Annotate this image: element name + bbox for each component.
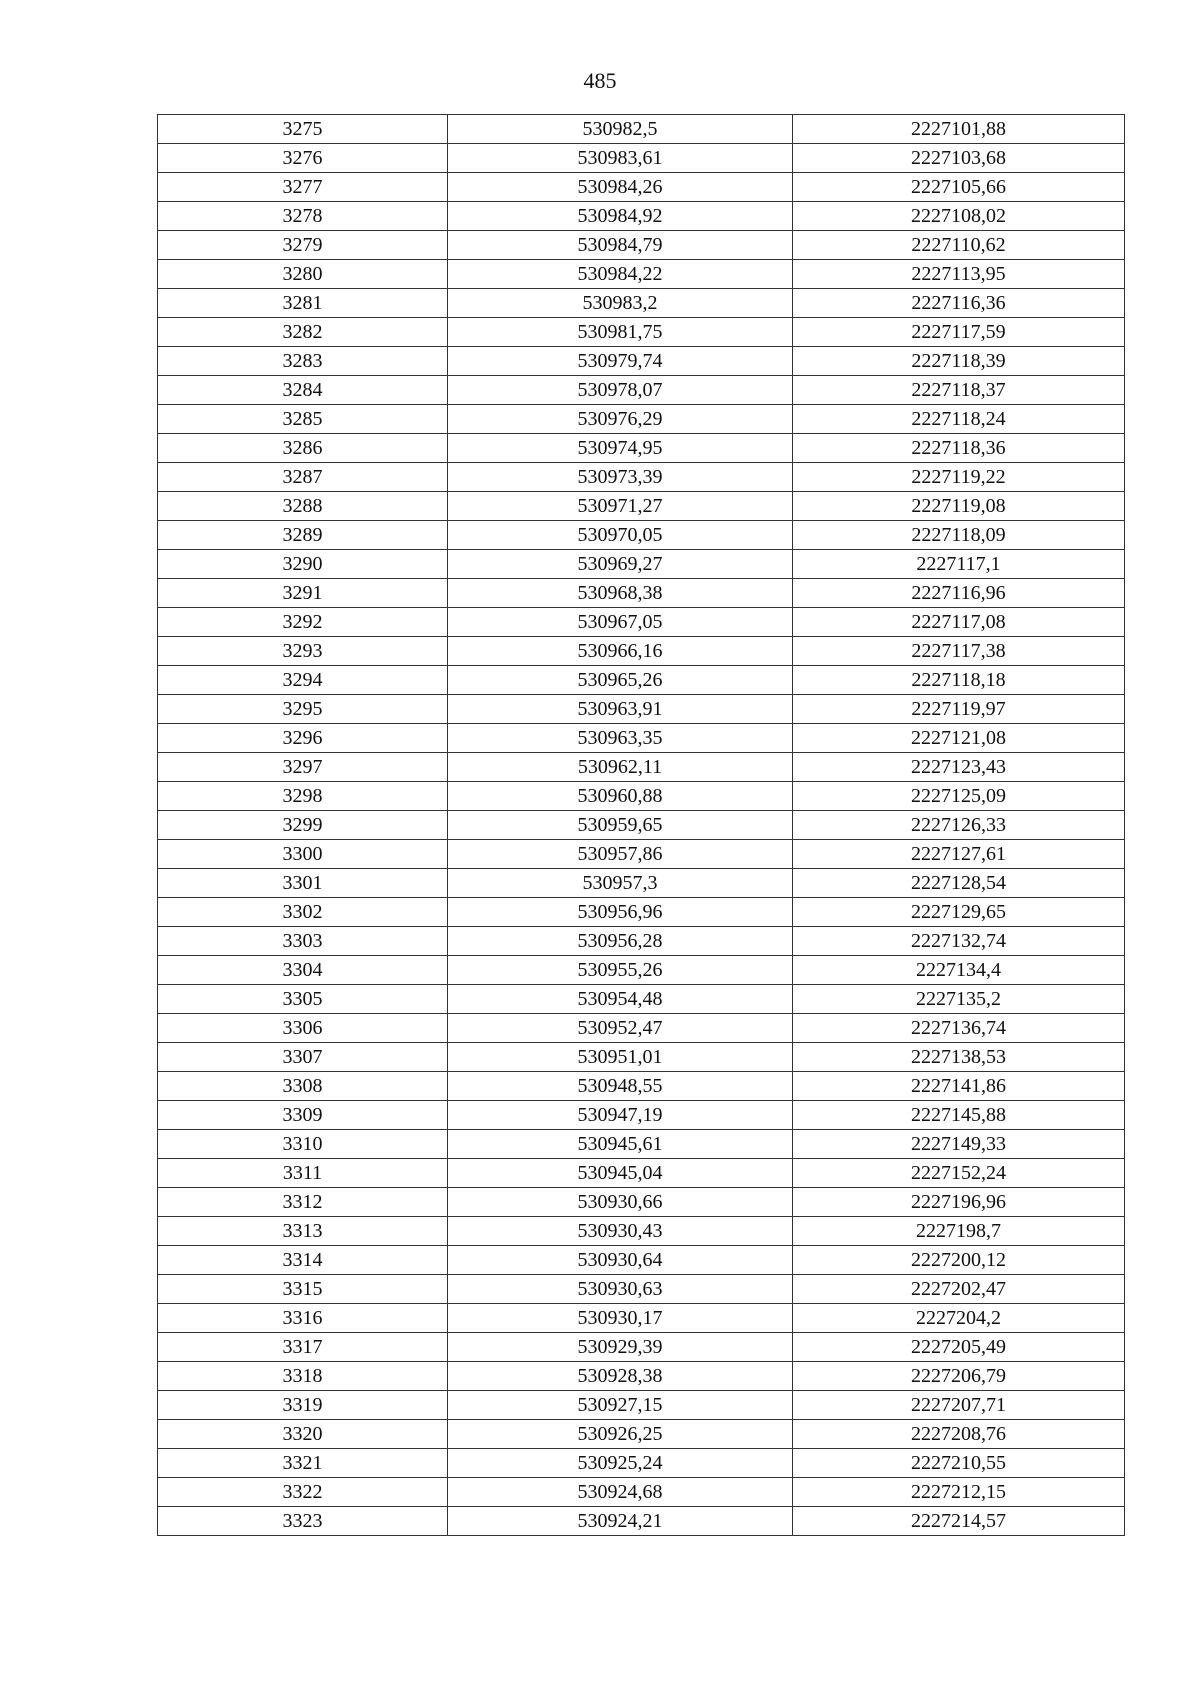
y-coordinate-cell: 2227118,09 xyxy=(793,521,1125,550)
y-coordinate-cell: 2227135,2 xyxy=(793,985,1125,1014)
x-coordinate-cell: 530963,35 xyxy=(448,724,793,753)
x-coordinate-cell: 530960,88 xyxy=(448,782,793,811)
y-coordinate-cell: 2227110,62 xyxy=(793,231,1125,260)
y-coordinate-cell: 2227125,09 xyxy=(793,782,1125,811)
x-coordinate-cell: 530930,63 xyxy=(448,1275,793,1304)
y-coordinate-cell: 2227196,96 xyxy=(793,1188,1125,1217)
y-coordinate-cell: 2227119,22 xyxy=(793,463,1125,492)
table-row xyxy=(158,1275,1125,1304)
y-coordinate-cell: 2227118,24 xyxy=(793,405,1125,434)
point-number-cell: 3281 xyxy=(158,289,448,318)
x-coordinate-cell: 530976,29 xyxy=(448,405,793,434)
y-coordinate-cell: 2227138,53 xyxy=(793,1043,1125,1072)
point-number-cell: 3315 xyxy=(158,1275,448,1304)
x-coordinate-cell: 530945,61 xyxy=(448,1130,793,1159)
table-row xyxy=(158,347,1125,376)
point-number-cell: 3312 xyxy=(158,1188,448,1217)
table-row xyxy=(158,202,1125,231)
point-number-cell: 3301 xyxy=(158,869,448,898)
y-coordinate-cell: 2227117,08 xyxy=(793,608,1125,637)
x-coordinate-cell: 530984,22 xyxy=(448,260,793,289)
table-row xyxy=(158,1246,1125,1275)
y-coordinate-cell: 2227116,96 xyxy=(793,579,1125,608)
x-coordinate-cell: 530965,26 xyxy=(448,666,793,695)
y-coordinate-cell: 2227205,49 xyxy=(793,1333,1125,1362)
point-number-cell: 3288 xyxy=(158,492,448,521)
point-number-cell: 3297 xyxy=(158,753,448,782)
point-number-cell: 3295 xyxy=(158,695,448,724)
y-coordinate-cell: 2227118,37 xyxy=(793,376,1125,405)
x-coordinate-cell: 530945,04 xyxy=(448,1159,793,1188)
point-number-cell: 3318 xyxy=(158,1362,448,1391)
point-number-cell: 3294 xyxy=(158,666,448,695)
x-coordinate-cell: 530966,16 xyxy=(448,637,793,666)
point-number-cell: 3321 xyxy=(158,1449,448,1478)
y-coordinate-cell: 2227210,55 xyxy=(793,1449,1125,1478)
y-coordinate-cell: 2227103,68 xyxy=(793,144,1125,173)
x-coordinate-cell: 530984,92 xyxy=(448,202,793,231)
x-coordinate-cell: 530983,2 xyxy=(448,289,793,318)
x-coordinate-cell: 530930,43 xyxy=(448,1217,793,1246)
point-number-cell: 3279 xyxy=(158,231,448,260)
x-coordinate-cell: 530973,39 xyxy=(448,463,793,492)
table-row xyxy=(158,1362,1125,1391)
table-row xyxy=(158,115,1125,144)
x-coordinate-cell: 530952,47 xyxy=(448,1014,793,1043)
point-number-cell: 3293 xyxy=(158,637,448,666)
table-row xyxy=(158,898,1125,927)
point-number-cell: 3311 xyxy=(158,1159,448,1188)
y-coordinate-cell: 2227136,74 xyxy=(793,1014,1125,1043)
y-coordinate-cell: 2227123,43 xyxy=(793,753,1125,782)
table-row xyxy=(158,376,1125,405)
x-coordinate-cell: 530957,86 xyxy=(448,840,793,869)
x-coordinate-cell: 530969,27 xyxy=(448,550,793,579)
table-row xyxy=(158,1014,1125,1043)
table-row xyxy=(158,260,1125,289)
point-number-cell: 3290 xyxy=(158,550,448,579)
y-coordinate-cell: 2227212,15 xyxy=(793,1478,1125,1507)
y-coordinate-cell: 2227132,74 xyxy=(793,927,1125,956)
table-body xyxy=(158,115,1125,1536)
y-coordinate-cell: 2227119,08 xyxy=(793,492,1125,521)
point-number-cell: 3291 xyxy=(158,579,448,608)
x-coordinate-cell: 530951,01 xyxy=(448,1043,793,1072)
point-number-cell: 3282 xyxy=(158,318,448,347)
table-row xyxy=(158,869,1125,898)
table-row xyxy=(158,173,1125,202)
point-number-cell: 3287 xyxy=(158,463,448,492)
y-coordinate-cell: 2227117,38 xyxy=(793,637,1125,666)
point-number-cell: 3283 xyxy=(158,347,448,376)
table-row xyxy=(158,434,1125,463)
x-coordinate-cell: 530982,5 xyxy=(448,115,793,144)
y-coordinate-cell: 2227119,97 xyxy=(793,695,1125,724)
x-coordinate-cell: 530978,07 xyxy=(448,376,793,405)
point-number-cell: 3292 xyxy=(158,608,448,637)
table-row xyxy=(158,840,1125,869)
table-row xyxy=(158,550,1125,579)
point-number-cell: 3309 xyxy=(158,1101,448,1130)
table-row xyxy=(158,231,1125,260)
point-number-cell: 3278 xyxy=(158,202,448,231)
point-number-cell: 3296 xyxy=(158,724,448,753)
point-number-cell: 3303 xyxy=(158,927,448,956)
table-row xyxy=(158,579,1125,608)
x-coordinate-cell: 530984,26 xyxy=(448,173,793,202)
table-row xyxy=(158,1072,1125,1101)
point-number-cell: 3280 xyxy=(158,260,448,289)
x-coordinate-cell: 530930,64 xyxy=(448,1246,793,1275)
point-number-cell: 3300 xyxy=(158,840,448,869)
point-number-cell: 3277 xyxy=(158,173,448,202)
x-coordinate-cell: 530959,65 xyxy=(448,811,793,840)
x-coordinate-cell: 530963,91 xyxy=(448,695,793,724)
coordinates-table xyxy=(157,114,1125,1536)
x-coordinate-cell: 530948,55 xyxy=(448,1072,793,1101)
table-row xyxy=(158,1304,1125,1333)
y-coordinate-cell: 2227145,88 xyxy=(793,1101,1125,1130)
x-coordinate-cell: 530955,26 xyxy=(448,956,793,985)
y-coordinate-cell: 2227208,76 xyxy=(793,1420,1125,1449)
point-number-cell: 3285 xyxy=(158,405,448,434)
point-number-cell: 3289 xyxy=(158,521,448,550)
point-number-cell: 3298 xyxy=(158,782,448,811)
point-number-cell: 3313 xyxy=(158,1217,448,1246)
table-row xyxy=(158,1391,1125,1420)
x-coordinate-cell: 530984,79 xyxy=(448,231,793,260)
point-number-cell: 3323 xyxy=(158,1507,448,1536)
x-coordinate-cell: 530928,38 xyxy=(448,1362,793,1391)
y-coordinate-cell: 2227117,59 xyxy=(793,318,1125,347)
table-row xyxy=(158,1478,1125,1507)
point-number-cell: 3314 xyxy=(158,1246,448,1275)
y-coordinate-cell: 2227207,71 xyxy=(793,1391,1125,1420)
x-coordinate-cell: 530954,48 xyxy=(448,985,793,1014)
point-number-cell: 3284 xyxy=(158,376,448,405)
x-coordinate-cell: 530924,21 xyxy=(448,1507,793,1536)
table-row xyxy=(158,927,1125,956)
y-coordinate-cell: 2227117,1 xyxy=(793,550,1125,579)
table-row xyxy=(158,811,1125,840)
x-coordinate-cell: 530947,19 xyxy=(448,1101,793,1130)
table-row xyxy=(158,318,1125,347)
y-coordinate-cell: 2227105,66 xyxy=(793,173,1125,202)
table-row xyxy=(158,521,1125,550)
table-row xyxy=(158,608,1125,637)
x-coordinate-cell: 530979,74 xyxy=(448,347,793,376)
point-number-cell: 3305 xyxy=(158,985,448,1014)
x-coordinate-cell: 530956,96 xyxy=(448,898,793,927)
point-number-cell: 3276 xyxy=(158,144,448,173)
y-coordinate-cell: 2227206,79 xyxy=(793,1362,1125,1391)
point-number-cell: 3316 xyxy=(158,1304,448,1333)
x-coordinate-cell: 530971,27 xyxy=(448,492,793,521)
y-coordinate-cell: 2227127,61 xyxy=(793,840,1125,869)
x-coordinate-cell: 530924,68 xyxy=(448,1478,793,1507)
y-coordinate-cell: 2227198,7 xyxy=(793,1217,1125,1246)
y-coordinate-cell: 2227118,36 xyxy=(793,434,1125,463)
point-number-cell: 3310 xyxy=(158,1130,448,1159)
y-coordinate-cell: 2227152,24 xyxy=(793,1159,1125,1188)
y-coordinate-cell: 2227108,02 xyxy=(793,202,1125,231)
y-coordinate-cell: 2227121,08 xyxy=(793,724,1125,753)
table-row xyxy=(158,144,1125,173)
y-coordinate-cell: 2227141,86 xyxy=(793,1072,1125,1101)
x-coordinate-cell: 530926,25 xyxy=(448,1420,793,1449)
table-row xyxy=(158,1449,1125,1478)
point-number-cell: 3299 xyxy=(158,811,448,840)
x-coordinate-cell: 530925,24 xyxy=(448,1449,793,1478)
y-coordinate-cell: 2227214,57 xyxy=(793,1507,1125,1536)
x-coordinate-cell: 530930,66 xyxy=(448,1188,793,1217)
y-coordinate-cell: 2227128,54 xyxy=(793,869,1125,898)
table-row xyxy=(158,492,1125,521)
table-row xyxy=(158,985,1125,1014)
point-number-cell: 3308 xyxy=(158,1072,448,1101)
y-coordinate-cell: 2227118,39 xyxy=(793,347,1125,376)
table-row xyxy=(158,1507,1125,1536)
y-coordinate-cell: 2227134,4 xyxy=(793,956,1125,985)
y-coordinate-cell: 2227202,47 xyxy=(793,1275,1125,1304)
y-coordinate-cell: 2227204,2 xyxy=(793,1304,1125,1333)
table-row xyxy=(158,753,1125,782)
y-coordinate-cell: 2227129,65 xyxy=(793,898,1125,927)
x-coordinate-cell: 530927,15 xyxy=(448,1391,793,1420)
table-row xyxy=(158,1188,1125,1217)
point-number-cell: 3320 xyxy=(158,1420,448,1449)
y-coordinate-cell: 2227101,88 xyxy=(793,115,1125,144)
x-coordinate-cell: 530956,28 xyxy=(448,927,793,956)
table-row xyxy=(158,1159,1125,1188)
table-row xyxy=(158,1043,1125,1072)
table-row xyxy=(158,1420,1125,1449)
point-number-cell: 3317 xyxy=(158,1333,448,1362)
table-row xyxy=(158,405,1125,434)
y-coordinate-cell: 2227113,95 xyxy=(793,260,1125,289)
point-number-cell: 3306 xyxy=(158,1014,448,1043)
point-number-cell: 3302 xyxy=(158,898,448,927)
x-coordinate-cell: 530981,75 xyxy=(448,318,793,347)
x-coordinate-cell: 530968,38 xyxy=(448,579,793,608)
x-coordinate-cell: 530957,3 xyxy=(448,869,793,898)
table-row xyxy=(158,1130,1125,1159)
table-row xyxy=(158,1217,1125,1246)
x-coordinate-cell: 530970,05 xyxy=(448,521,793,550)
y-coordinate-cell: 2227126,33 xyxy=(793,811,1125,840)
table-row xyxy=(158,1101,1125,1130)
point-number-cell: 3307 xyxy=(158,1043,448,1072)
table-row xyxy=(158,695,1125,724)
y-coordinate-cell: 2227116,36 xyxy=(793,289,1125,318)
point-number-cell: 3286 xyxy=(158,434,448,463)
x-coordinate-cell: 530983,61 xyxy=(448,144,793,173)
table-row xyxy=(158,1333,1125,1362)
y-coordinate-cell: 2227149,33 xyxy=(793,1130,1125,1159)
table-row xyxy=(158,782,1125,811)
table-row xyxy=(158,724,1125,753)
x-coordinate-cell: 530974,95 xyxy=(448,434,793,463)
point-number-cell: 3275 xyxy=(158,115,448,144)
table-row xyxy=(158,956,1125,985)
table-row xyxy=(158,666,1125,695)
table-row xyxy=(158,637,1125,666)
table-row xyxy=(158,463,1125,492)
y-coordinate-cell: 2227118,18 xyxy=(793,666,1125,695)
point-number-cell: 3322 xyxy=(158,1478,448,1507)
x-coordinate-cell: 530929,39 xyxy=(448,1333,793,1362)
point-number-cell: 3304 xyxy=(158,956,448,985)
point-number-cell: 3319 xyxy=(158,1391,448,1420)
y-coordinate-cell: 2227200,12 xyxy=(793,1246,1125,1275)
table-row xyxy=(158,289,1125,318)
page-number: 485 xyxy=(583,68,617,93)
x-coordinate-cell: 530962,11 xyxy=(448,753,793,782)
x-coordinate-cell: 530930,17 xyxy=(448,1304,793,1333)
x-coordinate-cell: 530967,05 xyxy=(448,608,793,637)
